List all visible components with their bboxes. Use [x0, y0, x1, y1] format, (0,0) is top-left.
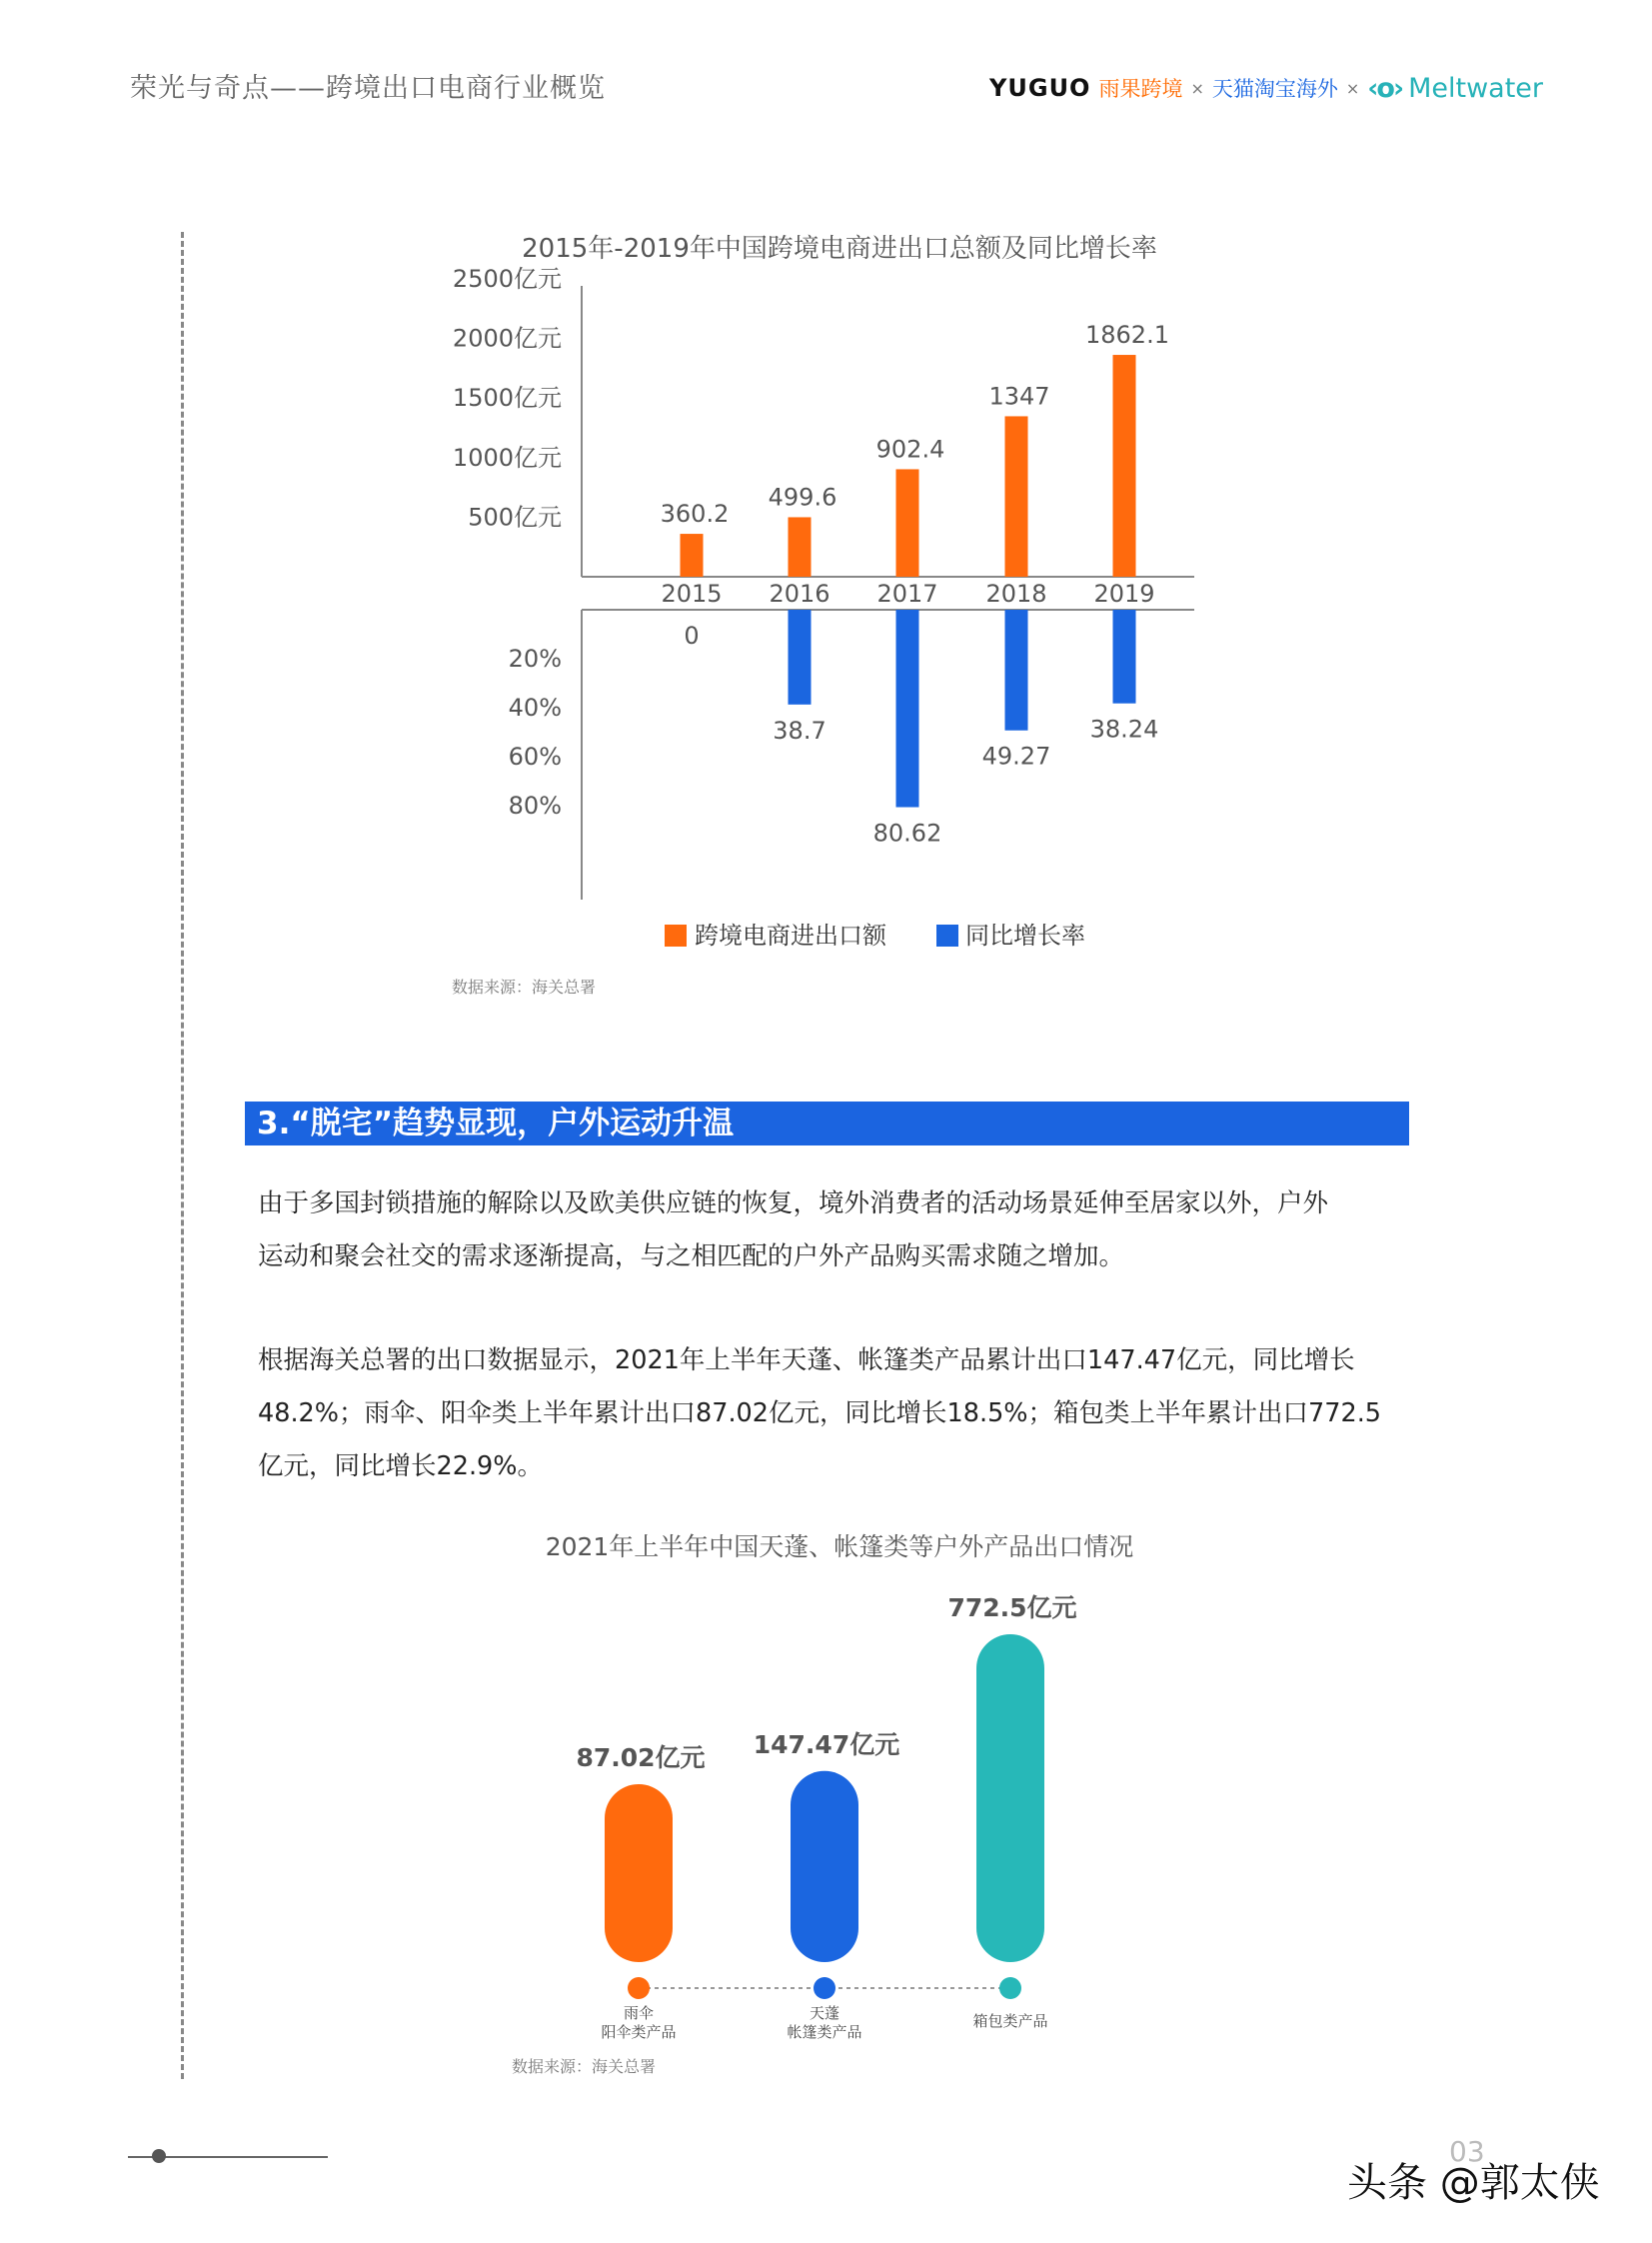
- chart1-bar-blue: [789, 610, 812, 705]
- yuguo-cn-logo: 雨果跨境: [1098, 77, 1183, 101]
- chart2-bar: [976, 1634, 1044, 1962]
- footer-dot-icon: [152, 2149, 166, 2163]
- document-header-title: 荣光与奇点——跨境出口电商行业概览: [130, 73, 606, 104]
- chart1-data-label-blue: 38.7: [773, 716, 826, 745]
- chart2-category-label: 雨伞: [623, 2004, 655, 2022]
- tmall-logo: 天猫淘宝海外: [1211, 77, 1338, 101]
- chart1-bar-orange: [1113, 355, 1136, 577]
- chart2-timeline-dot: [814, 1977, 835, 1999]
- chart1-data-label-blue: 0: [684, 622, 700, 650]
- chart1-bottom-y-tick-label: 20%: [508, 645, 562, 673]
- chart1-title: 2015年-2019年中国跨境电商进出口总额及同比增长率: [522, 234, 1157, 264]
- chart1-legend-swatch-orange: [665, 925, 687, 947]
- chart1-bottom-y-tick-label: 60%: [508, 743, 562, 771]
- chart1-data-label-orange: 902.4: [875, 435, 945, 464]
- chart2-category-label: 天蓬: [809, 2004, 840, 2022]
- paragraph-2-line-3: 亿元，同比增长22.9%。: [258, 1451, 544, 1481]
- chart2-category-label: 箱包类产品: [972, 2012, 1048, 2030]
- chart1-svg: [400, 265, 1279, 980]
- chart1-data-label-orange: 499.6: [768, 483, 837, 512]
- chart1-data-label-orange: 1347: [988, 382, 1050, 411]
- chart1-data-label-orange: 360.2: [660, 500, 730, 529]
- meltwater-logo: [1367, 73, 1543, 104]
- chart2-value-label: 87.02亿元: [576, 1743, 706, 1772]
- chart1-bar-orange: [681, 534, 704, 577]
- paragraph-1-line-2: 运动和聚会社交的需求逐渐提高，与之相匹配的户外产品购买需求随之增加。: [258, 1241, 1125, 1271]
- chart1-source: 数据来源：海关总署: [452, 978, 597, 997]
- chart2-category-label: 阳伞类产品: [601, 2023, 677, 2041]
- chart1-bottom-y-tick-label: 80%: [508, 792, 562, 820]
- paragraph-2: [258, 1334, 1407, 1493]
- chart1-data-label-orange: 1862.1: [1085, 321, 1169, 350]
- chart2-value-label: 147.47亿元: [753, 1729, 900, 1759]
- chart1-top-y-tick-label: 1500亿元: [452, 384, 562, 413]
- page-number: 03: [1449, 2135, 1485, 2168]
- chart1-bar-blue: [896, 610, 919, 808]
- chart1-top-y-tick-label: 2500亿元: [452, 265, 562, 293]
- chart1-bar-blue: [1005, 610, 1028, 731]
- watermark-text: 头条 @郭太侠: [1347, 2160, 1600, 2206]
- section-heading: 3.“脱宅”趋势显现，户外运动升温: [245, 1102, 1409, 1145]
- chart1-legend-label: 同比增长率: [965, 922, 1085, 950]
- paragraph-2-line-1: 根据海关总署的出口数据显示，2021年上半年天蓬、帐篷类产品累计出口147.47亿元，同比增长: [258, 1345, 1355, 1375]
- chart2-title: 2021年上半年中国天蓬、帐篷类等户外产品出口情况: [545, 1532, 1134, 1561]
- chart1-legend-swatch-blue: [936, 925, 958, 947]
- meltwater-wordmark: Meltwater: [1408, 72, 1544, 104]
- chart1-data-label-blue: 38.24: [1089, 715, 1159, 744]
- brand-separator: ×: [1345, 78, 1360, 98]
- chart1-top-y-tick-label: 1000亿元: [452, 443, 562, 472]
- chart1-top-y-tick-label: 500亿元: [468, 503, 562, 532]
- chart2-timeline-dot: [628, 1977, 650, 1999]
- chart1-x-tick-label: 2016: [769, 580, 830, 608]
- chart1-legend-label: 跨境电商进出口额: [695, 922, 886, 950]
- chart2-bar: [605, 1784, 673, 1962]
- chart1-bar-orange: [789, 517, 812, 577]
- chart1-x-tick-label: 2018: [985, 580, 1047, 608]
- chart2-source: 数据来源：海关总署: [512, 2057, 657, 2076]
- paragraph-2-line-2: 48.2%；雨伞、阳伞类上半年累计出口87.02亿元，同比增长18.5%；箱包类上半年累计出口772.5: [258, 1398, 1382, 1428]
- chart1-bottom-y-tick-label: 40%: [508, 694, 562, 722]
- chart2-svg: [500, 1579, 1199, 2039]
- chart1-x-tick-label: 2019: [1093, 580, 1155, 608]
- chart1-x-tick-label: 2015: [661, 580, 723, 608]
- paragraph-1-line-1: 由于多国封锁措施的解除以及欧美供应链的恢复，境外消费者的活动场景延伸至居家以外，户外: [258, 1188, 1329, 1218]
- chart1-data-label-blue: 49.27: [981, 742, 1051, 771]
- chart2-bar: [791, 1771, 858, 1962]
- chart2-timeline-dot: [999, 1977, 1021, 1999]
- chart1-bar-orange: [1005, 416, 1028, 577]
- yuguo-logo: YUGUO: [989, 74, 1091, 102]
- chart1-data-label-blue: 80.62: [872, 819, 942, 848]
- meltwater-mark-icon: ‹o›: [1367, 72, 1403, 104]
- brand-separator: ×: [1190, 78, 1204, 98]
- brand-logos: [989, 70, 1543, 106]
- chart1-bar-orange: [896, 469, 919, 577]
- chart2-value-label: 772.5亿元: [947, 1593, 1077, 1622]
- paragraph-1: [258, 1177, 1407, 1283]
- chart1-bar-blue: [1113, 610, 1136, 704]
- margin-dashed-line: [181, 232, 184, 2079]
- chart2-category-label: 帐篷类产品: [787, 2023, 862, 2041]
- chart1-top-y-tick-label: 2000亿元: [452, 324, 562, 353]
- chart1-x-tick-label: 2017: [876, 580, 938, 608]
